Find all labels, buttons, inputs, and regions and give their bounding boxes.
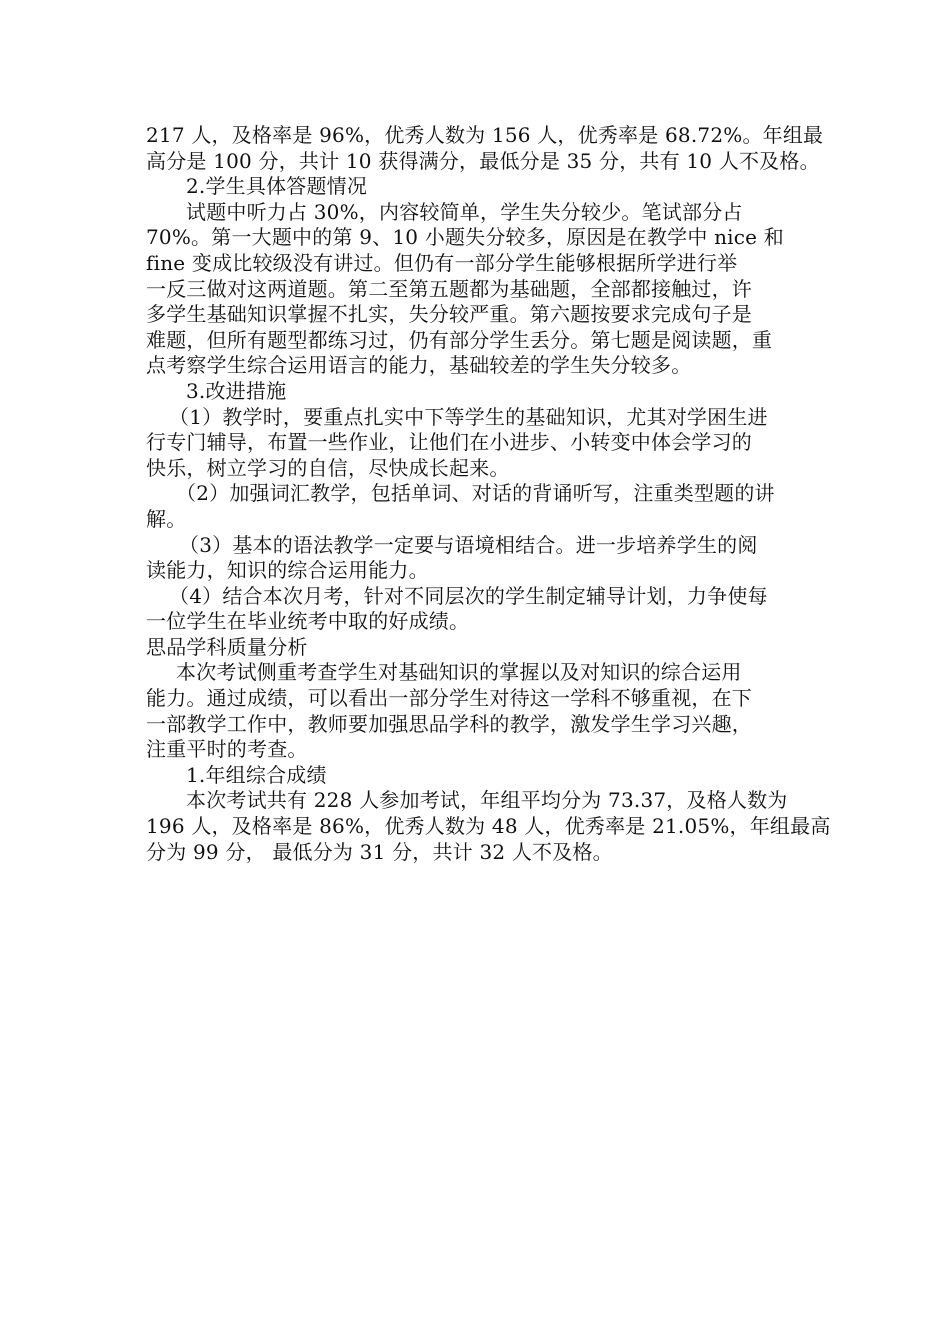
text-line: 能力。通过成绩，可以看出一部分学生对待这一学科不够重视，在下 — [146, 686, 752, 711]
list-item: （3）基本的语法教学一定要与语境相结合。进一步培养学生的阅 — [179, 532, 758, 557]
text-line: 难题，但所有题型都练习过，仍有部分学生丢分。第七题是阅读题，重 — [146, 327, 773, 352]
section-heading: 2.学生具体答题情况 — [186, 174, 368, 199]
section-heading: 3.改进措施 — [186, 378, 287, 403]
text-line: 解。 — [146, 506, 187, 531]
list-item: （4）结合本次月考，针对不同层次的学生制定辅导计划，力争使每 — [169, 583, 768, 608]
text-line: 快乐，树立学习的自信，尽快成长起来。 — [146, 455, 510, 480]
text-line: 高分是 100 分，共计 10 获得满分，最低分是 35 分，共有 10 人不及格。 — [146, 148, 820, 173]
text-line: 本次考试共有 228 人参加考试，年组平均分为 73.37，及格人数为 — [186, 788, 788, 813]
text-line: 分为 99 分， 最低分为 31 分，共计 32 人不及格。 — [146, 839, 613, 864]
text-line: fine 变成比较级没有讲过。但仍有一部分学生能够根据所学进行举 — [146, 250, 738, 275]
section-heading: 1.年组综合成绩 — [186, 762, 327, 787]
text-line: 一位学生在毕业统考中取的好成绩。 — [146, 609, 470, 634]
text-line: 70%。第一大题中的第 9、10 小题失分较多，原因是在教学中 nice 和 — [146, 225, 784, 250]
text-line: 行专门辅导，布置一些作业，让他们在小进步、小转变中体会学习的 — [146, 430, 752, 455]
text-line: 试题中听力占 30%，内容较简单，学生失分较少。笔试部分占 — [186, 199, 743, 224]
list-item: （2）加强词汇教学，包括单词、对话的背诵听写，注重类型题的讲 — [176, 481, 775, 506]
section-title: 思品学科质量分析 — [146, 634, 308, 659]
text-line: 217 人，及格率是 96%，优秀人数为 156 人，优秀率是 68.72%。年组最 — [146, 123, 824, 147]
text-line: 196 人，及格率是 86%，优秀人数为 48 人，优秀率是 21.05%，年组最高 — [146, 814, 831, 839]
text-line: 一反三做对这两道题。第二至第五题都为基础题，全部都接触过，许 — [146, 276, 752, 301]
text-line: 读能力，知识的综合运用能力。 — [146, 558, 429, 583]
text-line: 注重平时的考查。 — [146, 737, 308, 762]
text-line: 点考察学生综合运用语言的能力，基础较差的学生失分较多。 — [146, 353, 692, 378]
text-line: 一部教学工作中，教师要加强思品学科的教学，激发学生学习兴趣， — [146, 711, 752, 736]
text-line: 多学生基础知识掌握不扎实，失分较严重。第六题按要求完成句子是 — [146, 302, 752, 327]
text-line: 本次考试侧重考查学生对基础知识的掌握以及对知识的综合运用 — [176, 660, 742, 685]
list-item: （1）教学时，要重点扎实中下等学生的基础知识，尤其对学困生进 — [169, 404, 768, 429]
document-body — [146, 123, 831, 865]
